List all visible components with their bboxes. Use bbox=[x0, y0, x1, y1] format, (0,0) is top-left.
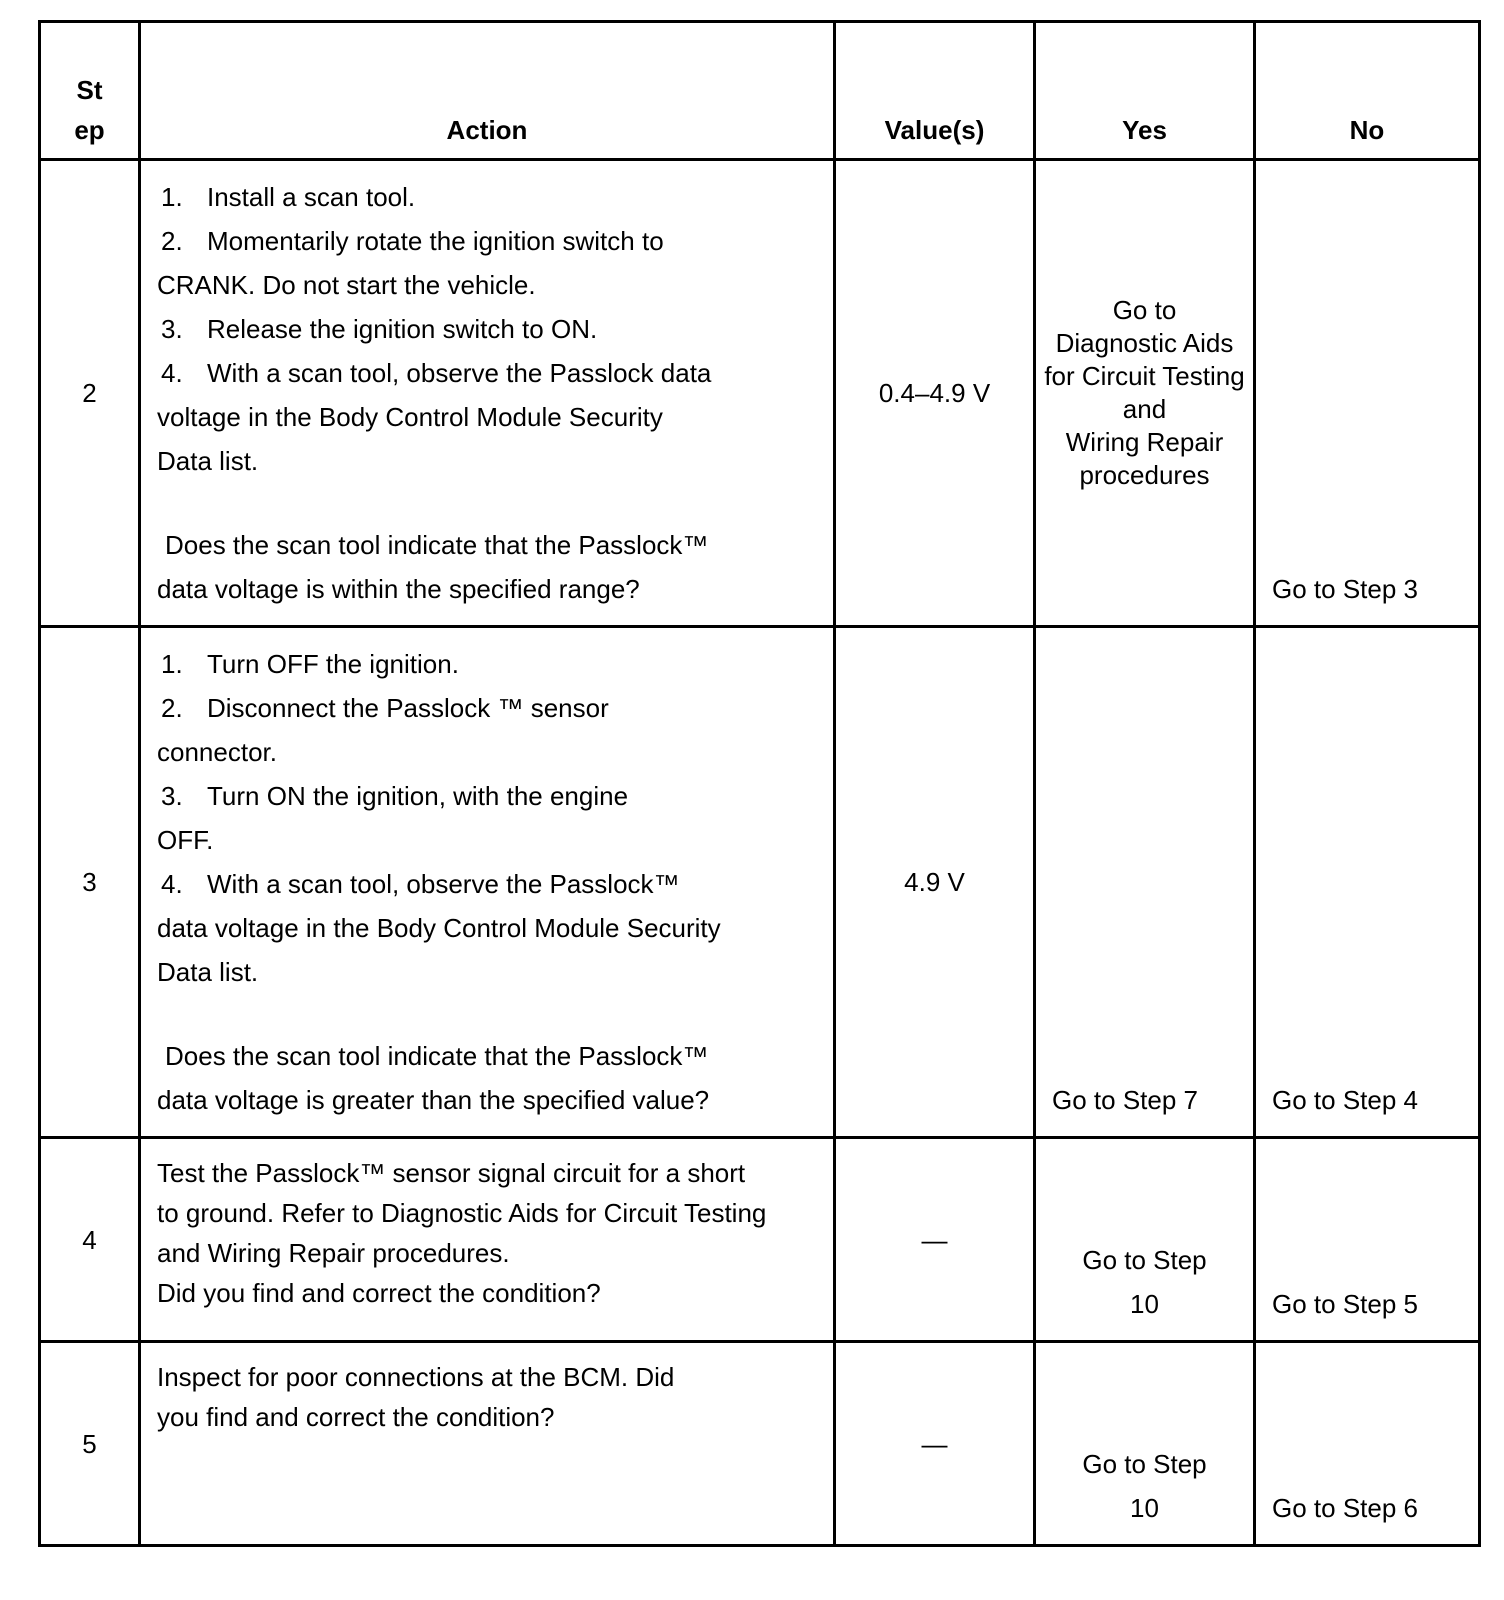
action-line: Did you find and correct the condition? bbox=[157, 1278, 601, 1308]
action-line: data voltage in the Body Control Module Security bbox=[157, 913, 721, 943]
table-row-step-2 bbox=[40, 160, 1480, 627]
diagnostic-table bbox=[38, 20, 1481, 1547]
no-cell: Go to Step 3 bbox=[1255, 160, 1480, 627]
header-values: Value(s) bbox=[835, 22, 1035, 160]
header-step bbox=[40, 22, 140, 160]
yes-cell: Go to Step 10 bbox=[1035, 1138, 1255, 1342]
step-number: 2 bbox=[40, 160, 140, 627]
header-step-line2: ep bbox=[74, 115, 105, 145]
action-cell bbox=[140, 627, 835, 1138]
step-number: 5 bbox=[40, 1342, 140, 1546]
action-line: Inspect for poor connections at the BCM. Did bbox=[157, 1362, 675, 1392]
action-line: Data list. bbox=[157, 446, 259, 476]
step-number: 4 bbox=[40, 1138, 140, 1342]
table-row-step-3 bbox=[40, 627, 1480, 1138]
header-step-line1: St bbox=[76, 75, 103, 105]
table-row-step-5 bbox=[40, 1342, 1480, 1546]
action-line: 3. Release the ignition switch to ON. bbox=[161, 314, 598, 344]
action-line: 4. With a scan tool, observe the Passlock data bbox=[161, 358, 712, 388]
value-cell: — bbox=[835, 1138, 1035, 1342]
action-line: CRANK. Do not start the vehicle. bbox=[157, 270, 536, 300]
no-cell: Go to Step 5 bbox=[1255, 1138, 1480, 1342]
action-line: 2. Disconnect the Passlock ™ sensor bbox=[161, 693, 609, 723]
action-line: 2. Momentarily rotate the ignition switch to bbox=[161, 226, 664, 256]
action-line: voltage in the Body Control Module Security bbox=[157, 402, 663, 432]
action-line: 4. With a scan tool, observe the Passlock™ bbox=[161, 869, 680, 899]
action-line: to ground. Refer to Diagnostic Aids for Circuit Testing bbox=[157, 1198, 767, 1228]
header-no: No bbox=[1255, 22, 1480, 160]
action-line: 3. Turn ON the ignition, with the engine bbox=[161, 781, 629, 811]
action-line: Data list. bbox=[157, 957, 259, 987]
value-cell: 0.4–4.9 V bbox=[835, 160, 1035, 627]
yes-cell: Go to Step 10 bbox=[1035, 1342, 1255, 1546]
action-line: and Wiring Repair procedures. bbox=[157, 1238, 510, 1268]
table-row-step-4 bbox=[40, 1138, 1480, 1342]
header-row bbox=[40, 22, 1480, 160]
action-line: Test the Passlock™ sensor signal circuit for a short bbox=[157, 1158, 746, 1188]
yes-cell: Go to Step 7 bbox=[1035, 627, 1255, 1138]
value-cell: 4.9 V bbox=[835, 627, 1035, 1138]
yes-cell: Go to Diagnostic Aids for Circuit Testing and Wiring Repair procedures bbox=[1035, 160, 1255, 627]
action-line: 1. Turn OFF the ignition. bbox=[161, 649, 459, 679]
step-number: 3 bbox=[40, 627, 140, 1138]
action-cell bbox=[140, 1342, 835, 1546]
action-line: 1. Install a scan tool. bbox=[161, 182, 416, 212]
action-line: connector. bbox=[157, 737, 277, 767]
no-cell: Go to Step 6 bbox=[1255, 1342, 1480, 1546]
action-cell bbox=[140, 1138, 835, 1342]
action-cell bbox=[140, 160, 835, 627]
action-question: Does the scan tool indicate that the Passlock™ data voltage is within the specified range? bbox=[157, 530, 709, 604]
action-line: you find and correct the condition? bbox=[157, 1402, 555, 1432]
value-cell: — bbox=[835, 1342, 1035, 1546]
no-cell: Go to Step 4 bbox=[1255, 627, 1480, 1138]
action-question: Does the scan tool indicate that the Passlock™ data voltage is greater than the specified value? bbox=[157, 1041, 710, 1115]
header-action: Action bbox=[140, 22, 835, 160]
header-yes: Yes bbox=[1035, 22, 1255, 160]
action-line: OFF. bbox=[157, 825, 214, 855]
